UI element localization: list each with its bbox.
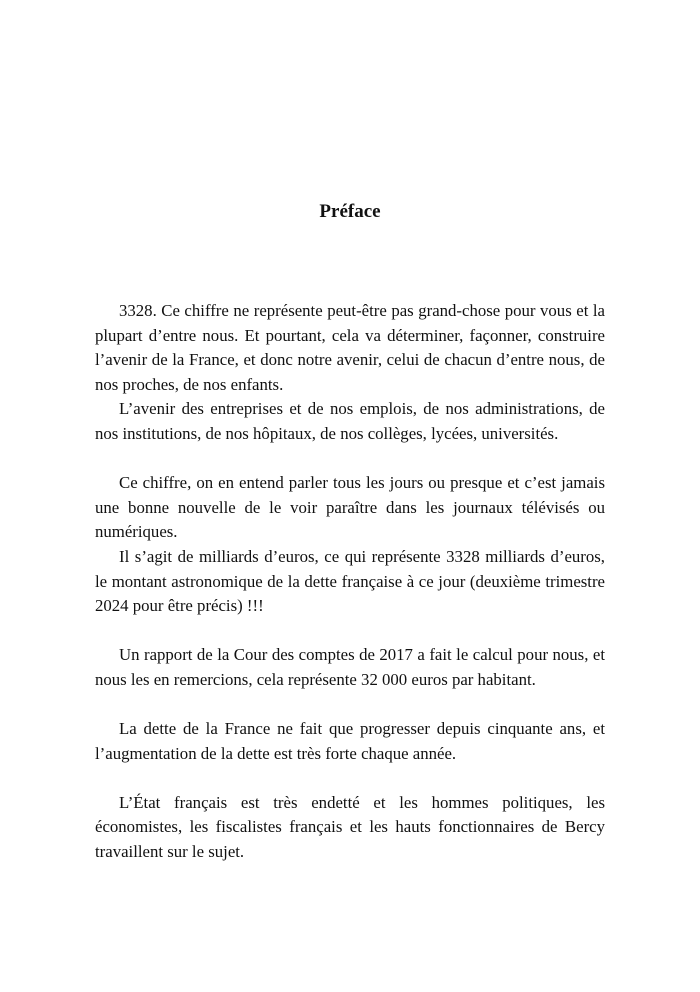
paragraph-gap: [95, 693, 605, 718]
paragraph-1: 3328. Ce chiffre ne représente peut-être pas grand-chose pour vous et la plupart d’entre nous. Et pourtant, cela va déterminer, façonner, construire l’avenir de la France, et donc notre avenir, celui de chacun d’entre nous, de nos proches, de nos enfants.: [95, 301, 605, 394]
paragraph-4: Il s’agit de milliards d’euros, ce qui représente 3328 milliards d’euros, le montant astronomique de la dette française à ce jour (deuxième trimestre 2024 pour être précis) !!!: [95, 546, 605, 616]
paragraph-5: Un rapport de la Cour des comptes de 2017 a fait le calcul pour nous, et nous les en remercions, cela représente 32 000 euros par habitant.: [95, 645, 605, 689]
paragraph-gap: [95, 447, 605, 472]
paragraph-7: L’État français est très endetté et les hommes politiques, les économistes, les fiscalistes français et les hauts fonctionnaires de Bercy travaillent sur le sujet.: [95, 792, 605, 862]
paragraph-2: L’avenir des entreprises et de nos emplois, de nos administrations, de nos institutions, de nos hôpitaux, de nos collèges, lycées, universités.: [95, 399, 605, 443]
page-title: Préface: [319, 201, 381, 222]
preface-body: [95, 299, 605, 865]
paragraph-3: Ce chiffre, on en entend parler tous les jours ou presque et c’est jamais une bonne nouvelle de le voir paraître dans les journaux télévisés ou numériques.: [95, 473, 605, 542]
paragraph-gap: [95, 619, 605, 644]
paragraph-6: La dette de la France ne fait que progresser depuis cinquante ans, et l’augmentation de la dette est très forte chaque année.: [95, 719, 605, 763]
paragraph-gap: [95, 766, 605, 791]
